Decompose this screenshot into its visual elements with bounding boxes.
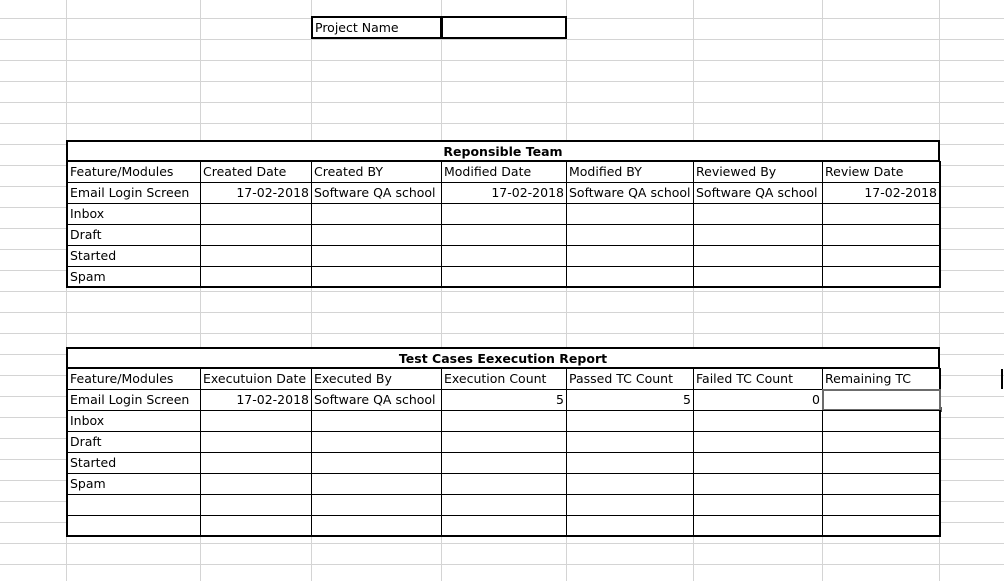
execution-cell[interactable]: Inbox [66,410,201,432]
execution-cell[interactable] [822,452,941,474]
execution-header-cell[interactable]: Feature/Modules [66,368,201,390]
team-cell[interactable]: Started [66,245,201,267]
execution-cell[interactable] [441,410,567,432]
execution-cell[interactable]: 17-02-2018 [200,389,312,411]
execution-cell[interactable] [200,515,312,537]
team-cell[interactable] [311,266,442,288]
team-cell[interactable] [311,203,442,225]
execution-header-cell[interactable]: Executed By [311,368,442,390]
execution-cell[interactable] [822,473,941,495]
execution-cell[interactable] [200,473,312,495]
team-cell[interactable]: Software QA school [311,182,442,204]
team-cell[interactable] [441,224,567,246]
team-cell[interactable] [311,245,442,267]
execution-cell[interactable] [200,452,312,474]
execution-cell[interactable] [441,473,567,495]
team-cell[interactable] [200,266,312,288]
team-cell[interactable] [566,245,694,267]
team-cell[interactable] [200,203,312,225]
execution-cell[interactable] [566,494,694,516]
execution-cell[interactable] [566,515,694,537]
execution-header-cell[interactable]: Passed TC Count [566,368,694,390]
team-header-cell[interactable]: Created Date [200,161,312,183]
team-cell[interactable]: Inbox [66,203,201,225]
text-cursor [1001,369,1003,389]
team-cell[interactable] [822,245,941,267]
project-name-value[interactable] [441,16,567,39]
project-name-label[interactable]: Project Name [311,16,442,39]
execution-cell[interactable] [311,515,442,537]
execution-header-cell[interactable]: Execution Count [441,368,567,390]
execution-cell[interactable]: 5 [566,389,694,411]
execution-cell[interactable] [693,473,823,495]
execution-cell[interactable] [822,515,941,537]
execution-cell[interactable] [693,410,823,432]
team-cell[interactable] [693,203,823,225]
team-cell[interactable] [693,245,823,267]
execution-cell[interactable] [566,410,694,432]
team-header-cell[interactable]: Feature/Modules [66,161,201,183]
team-cell[interactable] [822,203,941,225]
team-header-cell[interactable]: Reviewed By [693,161,823,183]
execution-cell[interactable] [693,452,823,474]
execution-header-cell[interactable]: Executuion Date [200,368,312,390]
execution-cell[interactable] [441,452,567,474]
team-cell[interactable]: Draft [66,224,201,246]
execution-cell[interactable] [693,494,823,516]
execution-cell[interactable]: 5 [441,389,567,411]
execution-cell[interactable] [66,494,201,516]
team-cell[interactable]: Software QA school [566,182,694,204]
team-cell[interactable]: 17-02-2018 [441,182,567,204]
execution-cell[interactable] [66,515,201,537]
execution-cell[interactable] [822,494,941,516]
execution-cell[interactable] [311,452,442,474]
team-cell[interactable] [311,224,442,246]
execution-cell[interactable] [566,431,694,453]
team-header-cell[interactable]: Modified Date [441,161,567,183]
execution-cell[interactable] [822,431,941,453]
execution-cell[interactable] [693,515,823,537]
execution-cell[interactable]: Email Login Screen [66,389,201,411]
team-cell[interactable]: 17-02-2018 [822,182,941,204]
team-cell[interactable] [693,224,823,246]
execution-cell[interactable] [311,410,442,432]
execution-cell[interactable] [311,473,442,495]
execution-header-cell[interactable]: Remaining TC [822,368,941,390]
team-title[interactable]: Reponsible Team [66,140,940,161]
execution-cell[interactable]: Draft [66,431,201,453]
team-cell[interactable] [441,203,567,225]
team-cell[interactable]: Spam [66,266,201,288]
execution-cell[interactable]: Software QA school [311,389,442,411]
execution-cell[interactable] [441,494,567,516]
execution-cell[interactable]: Started [66,452,201,474]
execution-cell[interactable] [441,515,567,537]
team-cell[interactable] [441,245,567,267]
execution-cell[interactable] [566,452,694,474]
execution-cell[interactable] [200,410,312,432]
execution-cell[interactable]: Spam [66,473,201,495]
team-cell[interactable] [693,266,823,288]
team-cell[interactable] [566,203,694,225]
execution-cell[interactable] [822,410,941,432]
team-cell[interactable] [200,224,312,246]
team-header-cell[interactable]: Review Date [822,161,941,183]
team-cell[interactable] [566,224,694,246]
team-header-cell[interactable]: Modified BY [566,161,694,183]
execution-cell[interactable] [693,431,823,453]
team-header-cell[interactable]: Created BY [311,161,442,183]
execution-cell[interactable] [441,431,567,453]
execution-cell[interactable] [566,473,694,495]
selected-cell[interactable] [822,389,941,411]
team-cell[interactable] [441,266,567,288]
team-cell[interactable] [200,245,312,267]
execution-cell[interactable] [200,494,312,516]
team-cell[interactable]: 17-02-2018 [200,182,312,204]
team-cell[interactable]: Software QA school [693,182,823,204]
execution-cell[interactable] [311,431,442,453]
team-cell[interactable]: Email Login Screen [66,182,201,204]
execution-cell[interactable] [311,494,442,516]
team-cell[interactable] [822,224,941,246]
execution-header-cell[interactable]: Failed TC Count [693,368,823,390]
team-cell[interactable] [822,266,941,288]
execution-cell[interactable]: 0 [693,389,823,411]
execution-title[interactable]: Test Cases Eexecution Report [66,347,940,368]
execution-cell[interactable] [200,431,312,453]
team-cell[interactable] [566,266,694,288]
